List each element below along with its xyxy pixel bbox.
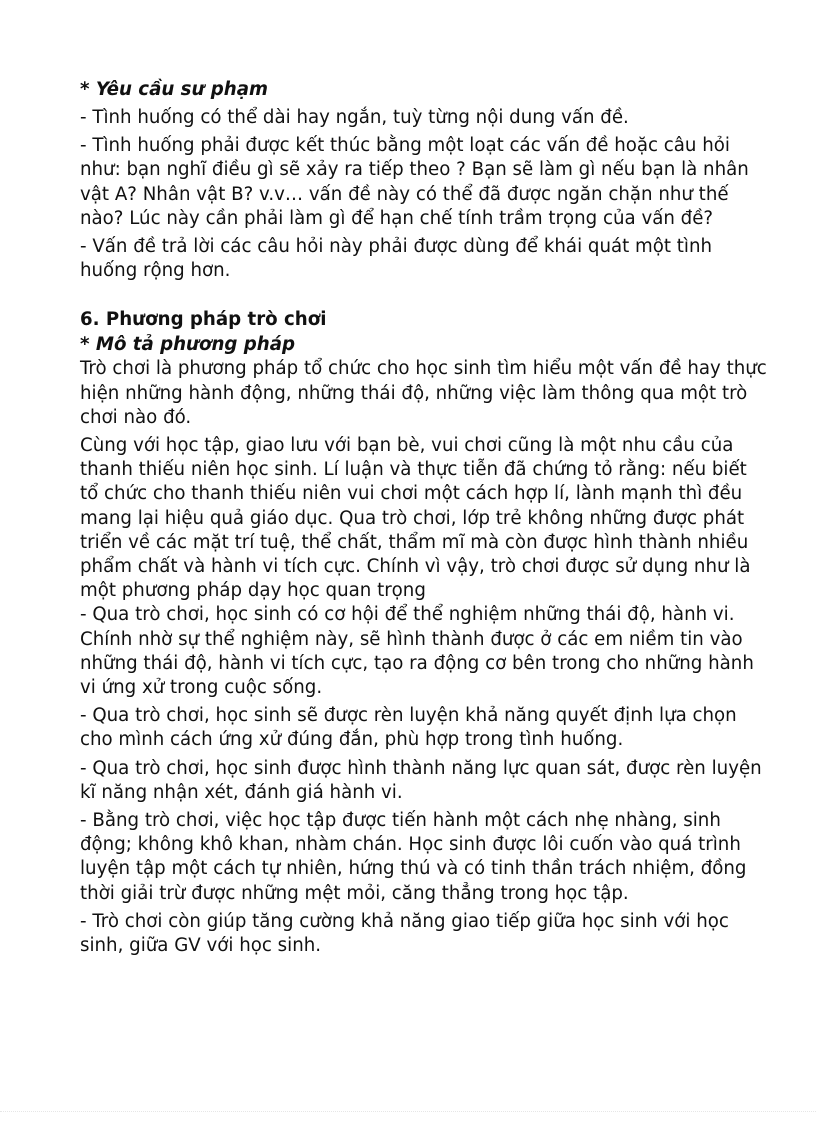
game-paragraph-6: - Bằng trò chơi, việc học tập được tiến hành một cách nhẹ nhàng, sinh động; không khô khan, nhàm chán. Học sinh được lôi cuốn vào quá trình luyện tập một cách tự nhiên, hứng thú và có tinh thần trách nhiệm, đồng thời giải trừ được những mệt mỏi, căng thẳng trong học tập. [80, 810, 747, 904]
game-method-subheading: * Mô tả phương pháp [80, 334, 296, 356]
pedagogy-paragraph-2: - Tình huống phải được kết thúc bằng một loạt các vấn đề hoặc câu hỏi như: bạn nghĩ điều gì sẽ xảy ra tiếp theo ? Bạn sẽ làm gì nếu bạn là nhân vật A? Nhân vật B? v.v… vấn đề này có thể đã được ngăn chặn như thế nào? Lúc này cần phải làm gì để hạn chế tính trầm trọng của vấn đề? [80, 135, 749, 229]
game-paragraph-4: - Qua trò chơi, học sinh sẽ được rèn luyện khả năng quyết định lựa chọn cho mình cách ứng xử đúng đắn, phù hợp trong tình huống. [80, 705, 737, 751]
pedagogy-heading: * Yêu cầu sư phạm [80, 79, 268, 100]
game-paragraph-2: Cùng với học tập, giao lưu với bạn bè, vui chơi cũng là một nhu cầu của thanh thiếu niên học sinh. Lí luận và thực tiễn đã chứng tỏ rằng: nếu biết tổ chức cho thanh thiếu niên vui chơi một cách hợp lí, lành mạnh thì đều mang lại hiệu quả giáo dục. Qua trò chơi, lớp trẻ không những được phát triển về các mặt trí tuệ, thể chất, thẩm mĩ mà còn được hình thành nhiều phẩm chất và hành vi tích cực. Chính vì vậy, trò chơi được sử dụng như là một phương pháp dạy học quan trọng [80, 435, 751, 602]
document-page [80, 77, 770, 958]
game-method-title: 6. Phương pháp trò chơi [80, 309, 327, 331]
page-bottom-rule [0, 1111, 816, 1112]
pedagogy-paragraph-3: - Vấn đề trả lời các câu hỏi này phải được dùng để khái quát một tình huống rộng hơn. [80, 236, 713, 282]
game-paragraph-3: - Qua trò chơi, học sinh có cơ hội để thể nghiệm những thái độ, hành vi. Chính nhờ sự thể nghiệm này, sẽ hình thành được ở các em niềm tin vào những thái độ, hành vi tích cực, tạo ra động cơ bên trong cho những hành vi ứng xử trong cuộc sống. [80, 604, 754, 699]
game-paragraph-7: - Trò chơi còn giúp tăng cường khả năng giao tiếp giữa học sinh với học sinh, giữa GV với học sinh. [80, 910, 729, 957]
game-paragraph-1: Trò chơi là phương pháp tổ chức cho học sinh tìm hiểu một vấn đề hay thực hiện những hành động, những thái độ, những việc làm thông qua một trò chơi nào đó. [80, 358, 767, 428]
game-paragraph-5: - Qua trò chơi, học sinh được hình thành năng lực quan sát, được rèn luyện kĩ năng nhận xét, đánh giá hành vi. [80, 757, 762, 803]
pedagogy-paragraph-1: - Tình huống có thể dài hay ngắn, tuỳ từng nội dung vấn đề. [80, 107, 629, 128]
